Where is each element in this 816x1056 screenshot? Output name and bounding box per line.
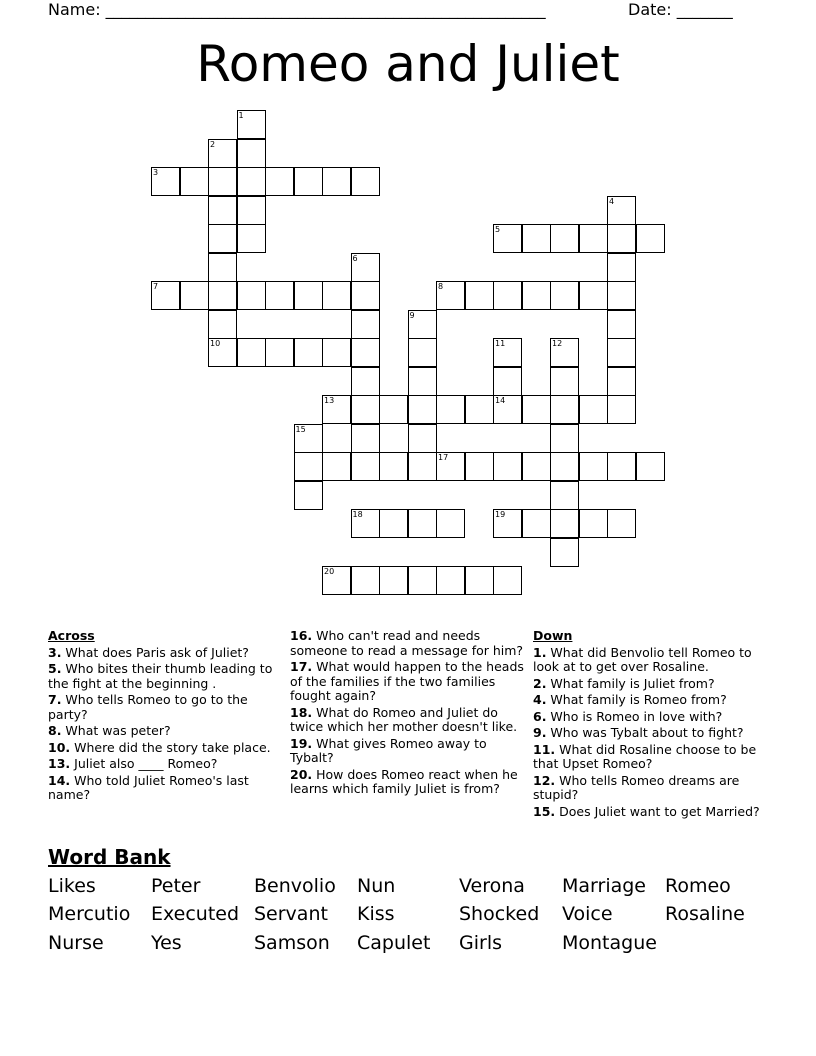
- crossword-cell[interactable]: [550, 395, 579, 424]
- crossword-cell[interactable]: [607, 310, 636, 339]
- down-clues-column: [533, 629, 768, 821]
- crossword-cell[interactable]: [607, 224, 636, 253]
- crossword-cell[interactable]: [408, 424, 437, 453]
- crossword-cell[interactable]: [351, 367, 380, 396]
- clue-item-number: 10.: [48, 739, 71, 755]
- clue-item: [48, 774, 273, 803]
- clue-number: 11: [495, 339, 506, 348]
- word-bank-word: Executed: [151, 903, 240, 925]
- clue-item: [290, 768, 525, 797]
- crossword-cell[interactable]: [294, 452, 323, 481]
- crossword-cell[interactable]: [436, 566, 465, 595]
- crossword-cell[interactable]: [550, 538, 579, 567]
- crossword-cell[interactable]: [522, 395, 551, 424]
- clue-item-text: Who told Juliet Romeo's last name?: [48, 772, 249, 802]
- word-bank-word: Kiss: [357, 903, 395, 925]
- clue-item-text: What family is Romeo from?: [546, 692, 727, 707]
- word-bank-word: Servant: [254, 903, 328, 925]
- clue-item-text: Juliet also ____ Romeo?: [70, 756, 218, 771]
- clue-item: [290, 629, 525, 658]
- crossword-cell[interactable]: [294, 167, 323, 196]
- crossword-cell[interactable]: [237, 196, 266, 225]
- clue-number: 1: [238, 111, 244, 120]
- crossword-cell[interactable]: [151, 167, 180, 196]
- crossword-cell[interactable]: [579, 395, 608, 424]
- crossword-cell[interactable]: [493, 566, 522, 595]
- crossword-cell[interactable]: [493, 509, 522, 538]
- crossword-cell[interactable]: [237, 139, 266, 168]
- crossword-cell[interactable]: [208, 310, 237, 339]
- crossword-cell[interactable]: [436, 452, 465, 481]
- crossword-cell[interactable]: [408, 310, 437, 339]
- crossword-cell[interactable]: [408, 452, 437, 481]
- crossword-cell[interactable]: [493, 281, 522, 310]
- crossword-cell[interactable]: [607, 281, 636, 310]
- clue-item: [533, 805, 768, 820]
- name-field-label: Name: _______________________________________________________: [48, 0, 546, 19]
- clue-item-number: 8.: [48, 723, 62, 738]
- date-field-label: Date: _______: [628, 0, 733, 19]
- clue-item-number: 4.: [533, 692, 547, 707]
- clue-item: [48, 757, 273, 772]
- clue-item: [48, 724, 273, 739]
- clue-item-number: 17.: [290, 659, 313, 674]
- crossword-cell[interactable]: [237, 224, 266, 253]
- clue-item-number: 12.: [533, 772, 556, 788]
- clue-item-number: 7.: [48, 692, 62, 707]
- crossword-cell[interactable]: [294, 338, 323, 367]
- crossword-cell[interactable]: [550, 452, 579, 481]
- clue-number: 14: [495, 396, 506, 405]
- clue-item: [48, 646, 273, 661]
- clue-item: [48, 741, 273, 756]
- clue-item-text: What would happen to the heads of the families if the two families fought again?: [290, 659, 524, 703]
- word-bank-word: Montague: [562, 932, 657, 954]
- crossword-cell[interactable]: [322, 338, 351, 367]
- crossword-cell[interactable]: [408, 395, 437, 424]
- crossword-cell[interactable]: [607, 395, 636, 424]
- clue-item-number: 3.: [48, 644, 62, 660]
- crossword-cell[interactable]: [351, 253, 380, 282]
- clue-item-text: What family is Juliet from?: [546, 675, 715, 691]
- crossword-cell[interactable]: [550, 338, 579, 367]
- crossword-cell[interactable]: [465, 566, 494, 595]
- crossword-cell[interactable]: [607, 509, 636, 538]
- crossword-cell[interactable]: [493, 452, 522, 481]
- clue-item: [290, 660, 525, 704]
- word-bank-word: Voice: [562, 903, 613, 925]
- crossword-cell[interactable]: [465, 452, 494, 481]
- clue-number: 17: [438, 453, 449, 462]
- clue-item-text: Who is Romeo in love with?: [546, 708, 723, 724]
- clue-item-number: 5.: [48, 661, 62, 676]
- crossword-cell[interactable]: [607, 452, 636, 481]
- clue-item-number: 2.: [533, 675, 547, 691]
- crossword-cell[interactable]: [579, 452, 608, 481]
- page-title: Romeo and Juliet: [196, 35, 620, 93]
- crossword-cell[interactable]: [579, 224, 608, 253]
- crossword-cell[interactable]: [180, 281, 209, 310]
- clue-item-text: What gives Romeo away to Tybalt?: [290, 735, 487, 765]
- clue-item-text: Who bites their thumb leading to the fight at the beginning .: [48, 661, 273, 691]
- clue-item-text: What was peter?: [61, 723, 171, 738]
- clue-item-text: What does Paris ask of Juliet?: [61, 644, 249, 660]
- crossword-cell[interactable]: [180, 167, 209, 196]
- word-bank-word: Romeo: [665, 875, 731, 897]
- crossword-cell[interactable]: [465, 281, 494, 310]
- down-heading: Down: [533, 628, 573, 643]
- clue-number: 8: [438, 282, 444, 291]
- crossword-cell[interactable]: [636, 452, 665, 481]
- clue-item-number: 14.: [48, 772, 71, 788]
- crossword-cell[interactable]: [351, 509, 380, 538]
- clue-item: [48, 693, 273, 722]
- crossword-cell[interactable]: [579, 281, 608, 310]
- clue-item-number: 11.: [533, 741, 556, 757]
- crossword-cell[interactable]: [237, 338, 266, 367]
- clue-item-number: 1.: [533, 644, 547, 660]
- crossword-cell[interactable]: [607, 338, 636, 367]
- clue-item: [290, 737, 525, 766]
- clue-number: 15: [295, 424, 306, 434]
- clue-item-number: 13.: [48, 756, 71, 771]
- crossword-cell[interactable]: [408, 566, 437, 595]
- clue-item: [48, 662, 273, 691]
- crossword-cell[interactable]: [408, 367, 437, 396]
- crossword-cell[interactable]: [208, 281, 237, 310]
- crossword-cell[interactable]: [208, 253, 237, 282]
- clue-item-number: 19.: [290, 735, 313, 751]
- clue-number: 13: [324, 396, 335, 405]
- crossword-cell[interactable]: [607, 367, 636, 396]
- crossword-cell[interactable]: [151, 281, 180, 310]
- crossword-cell[interactable]: [436, 509, 465, 538]
- crossword-cell[interactable]: [294, 481, 323, 510]
- crossword-cell[interactable]: [322, 566, 351, 595]
- crossword-cell[interactable]: [522, 509, 551, 538]
- word-bank-word: Likes: [48, 875, 96, 897]
- crossword-cell[interactable]: [550, 281, 579, 310]
- crossword-cell[interactable]: [379, 566, 408, 595]
- clue-item-text: Where did the story take place.: [70, 739, 271, 755]
- crossword-cell[interactable]: [208, 139, 237, 168]
- crossword-cell[interactable]: [265, 338, 294, 367]
- clue-item-text: Who was Tybalt about to fight?: [546, 725, 744, 740]
- clue-item: [533, 774, 768, 803]
- clue-number: 4: [609, 196, 615, 206]
- clue-number: 20: [324, 567, 335, 576]
- crossword-cell[interactable]: [550, 509, 579, 538]
- word-bank-word: Peter: [151, 875, 201, 897]
- crossword-cell[interactable]: [351, 424, 380, 453]
- word-bank-word: Benvolio: [254, 875, 336, 897]
- clue-item-number: 16.: [290, 628, 313, 643]
- clue-item: [533, 646, 768, 675]
- across-clues-column-1: [48, 629, 273, 805]
- crossword-cell[interactable]: [265, 167, 294, 196]
- clue-item-text: Who tells Romeo to go to the party?: [48, 692, 248, 722]
- clue-item-text: What did Benvolio tell Romeo to look at to get over Rosaline.: [533, 644, 752, 674]
- clue-number: 9: [409, 310, 415, 320]
- crossword-cell[interactable]: [550, 424, 579, 453]
- clue-number: 3: [153, 168, 159, 177]
- word-bank-word: Verona: [459, 875, 525, 897]
- crossword-cell[interactable]: [408, 509, 437, 538]
- crossword-cell[interactable]: [522, 452, 551, 481]
- crossword-cell[interactable]: [379, 452, 408, 481]
- crossword-cell[interactable]: [237, 167, 266, 196]
- clue-item-text: What do Romeo and Juliet do twice which her mother doesn't like.: [290, 704, 518, 734]
- crossword-cell[interactable]: [208, 196, 237, 225]
- crossword-cell[interactable]: [550, 481, 579, 510]
- crossword-cell[interactable]: [322, 281, 351, 310]
- crossword-cell[interactable]: [607, 196, 636, 225]
- crossword-cell[interactable]: [265, 281, 294, 310]
- crossword-cell[interactable]: [607, 253, 636, 282]
- across-heading: Across: [48, 628, 95, 643]
- crossword-cell[interactable]: [579, 509, 608, 538]
- crossword-cell[interactable]: [493, 224, 522, 253]
- clue-number: 19: [495, 510, 506, 519]
- crossword-cell[interactable]: [493, 395, 522, 424]
- clue-number: 2: [210, 139, 216, 149]
- crossword-cell[interactable]: [237, 110, 266, 139]
- word-bank-word: Rosaline: [665, 903, 745, 925]
- crossword-cell[interactable]: [351, 310, 380, 339]
- clue-item-text: Does Juliet want to get Married?: [555, 803, 760, 819]
- clue-item-number: 15.: [533, 803, 556, 819]
- crossword-cell[interactable]: [351, 566, 380, 595]
- crossword-cell[interactable]: [294, 281, 323, 310]
- word-bank-word: Nurse: [48, 932, 104, 954]
- crossword-cell[interactable]: [351, 452, 380, 481]
- crossword-cell[interactable]: [208, 167, 237, 196]
- crossword-cell[interactable]: [237, 281, 266, 310]
- crossword-cell[interactable]: [436, 281, 465, 310]
- crossword-cell[interactable]: [436, 395, 465, 424]
- crossword-cell[interactable]: [294, 424, 323, 453]
- clue-item: [533, 743, 768, 772]
- clue-item-text: What did Rosaline choose to be that Upset Romeo?: [533, 741, 757, 771]
- crossword-cell[interactable]: [493, 338, 522, 367]
- word-bank-word: Mercutio: [48, 903, 131, 925]
- clue-item-number: 6.: [533, 708, 547, 724]
- clue-number: 7: [153, 282, 159, 291]
- crossword-cell[interactable]: [379, 395, 408, 424]
- word-bank-word: Girls: [459, 932, 502, 954]
- word-bank-word: Nun: [357, 875, 396, 897]
- word-bank-title: Word Bank: [48, 845, 171, 869]
- clue-item-text: Who can't read and needs someone to read a message for him?: [290, 628, 524, 658]
- word-bank-word: Shocked: [459, 903, 540, 925]
- clue-item: [533, 726, 768, 741]
- clue-item-number: 20.: [290, 766, 313, 782]
- clue-number: 18: [352, 510, 363, 519]
- crossword-cell[interactable]: [351, 338, 380, 367]
- crossword-cell[interactable]: [636, 224, 665, 253]
- clue-item-text: How does Romeo react when he learns which family Juliet is from?: [290, 766, 518, 796]
- clue-number: 10: [210, 339, 221, 348]
- clue-number: 6: [352, 253, 358, 263]
- crossword-cell[interactable]: [465, 395, 494, 424]
- crossword-cell[interactable]: [522, 224, 551, 253]
- crossword-cell[interactable]: [208, 224, 237, 253]
- word-bank-word: Capulet: [357, 932, 431, 954]
- word-bank-word: Yes: [151, 932, 182, 954]
- crossword-cell[interactable]: [522, 281, 551, 310]
- word-bank-word: Marriage: [562, 875, 646, 897]
- clue-item: [533, 677, 768, 692]
- clue-item-number: 18.: [290, 704, 313, 720]
- crossword-cell[interactable]: [351, 281, 380, 310]
- clue-item: [290, 706, 525, 735]
- crossword-cell[interactable]: [351, 395, 380, 424]
- crossword-cell[interactable]: [550, 367, 579, 396]
- crossword-cell[interactable]: [351, 167, 380, 196]
- clue-item: [533, 693, 768, 708]
- clue-number: 5: [495, 225, 501, 234]
- crossword-cell[interactable]: [550, 224, 579, 253]
- crossword-cell[interactable]: [322, 395, 351, 424]
- clue-item: [533, 710, 768, 725]
- across-clues-column-2: [290, 629, 525, 799]
- crossword-cell[interactable]: [493, 367, 522, 396]
- crossword-cell[interactable]: [408, 338, 437, 367]
- word-bank-word: Samson: [254, 932, 330, 954]
- clue-number: 12: [552, 339, 563, 348]
- crossword-cell[interactable]: [322, 167, 351, 196]
- crossword-cell[interactable]: [322, 452, 351, 481]
- crossword-cell[interactable]: [379, 509, 408, 538]
- clue-item-text: Who tells Romeo dreams are stupid?: [533, 772, 740, 802]
- clue-item-number: 9.: [533, 725, 547, 740]
- crossword-cell[interactable]: [208, 338, 237, 367]
